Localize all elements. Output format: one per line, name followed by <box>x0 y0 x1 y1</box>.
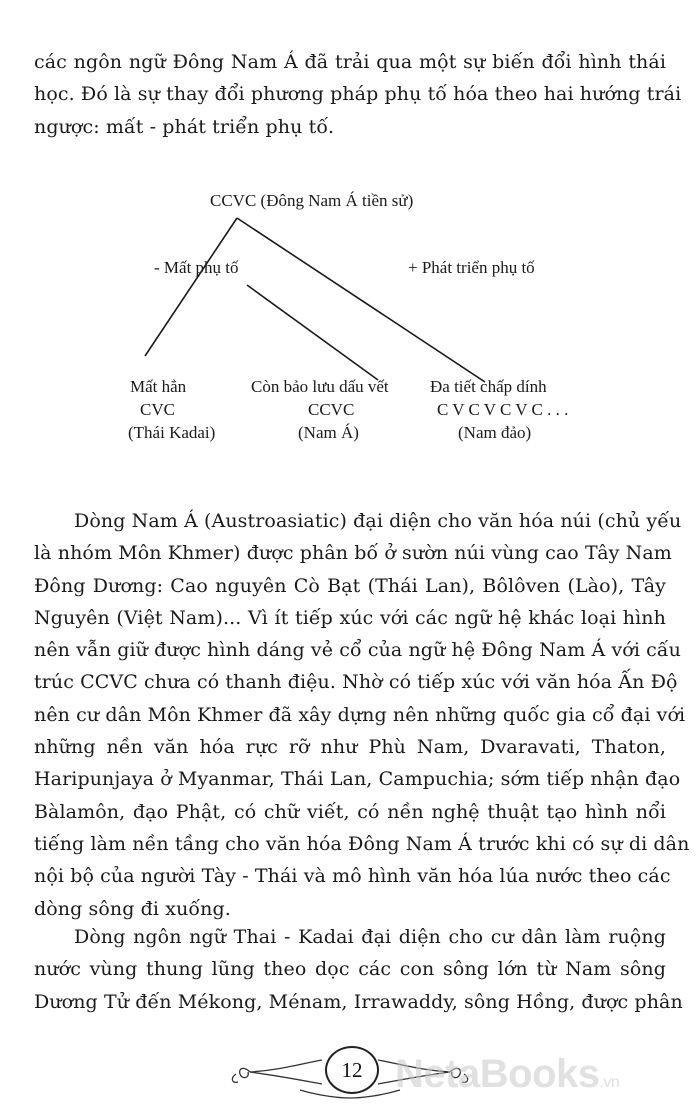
branch-middle <box>247 285 378 380</box>
right-branch-label: + Phát triển phụ tố <box>408 258 535 277</box>
leaf-thai-kadai-line1: Mất hẳn <box>130 377 187 396</box>
text-line: trúc CCVC chưa có thanh điệu. Nhờ có tiếp xúc với văn hóa Ấn Độ <box>34 671 678 694</box>
text-line: Đông Dương: Cao nguyên Cò Bạt (Thái Lan), Bôlôven (Lào), Tây <box>34 574 666 597</box>
branch-right <box>237 218 485 382</box>
leaf-nam-dao-line2: C V C V C V C . . . <box>437 400 569 419</box>
watermark-main: NetaBooks <box>395 1052 600 1096</box>
language-tree-diagram <box>110 180 590 460</box>
leaf-nam-a-line1: Còn bảo lưu dấu vết <box>251 377 389 396</box>
branch-left <box>145 218 237 356</box>
text-line: tiếng làm nền tầng cho văn hóa Đông Nam Á trước khi có sự di dân <box>34 832 690 855</box>
text-line: Bàlamôn, đạo Phật, có chữ viết, có nền nghệ thuật tạo hình nổi <box>34 800 666 823</box>
text-line: Dòng Nam Á (Austroasiatic) đại diện cho văn hóa núi (chủ yếu <box>74 510 682 532</box>
page-number: 12 <box>325 1046 379 1094</box>
text-line: Nguyên (Việt Nam)... Vì ít tiếp xúc với các ngữ hệ khác loại hình <box>34 606 666 629</box>
left-branch-label: - Mất phụ tố <box>154 258 239 277</box>
leaf-thai-kadai-line3: (Thái Kadai) <box>128 423 216 442</box>
watermark-logo <box>395 1052 619 1097</box>
text-line: Dương Tử đến Mékong, Ménam, Irrawaddy, sông Hồng, được phân <box>34 990 683 1013</box>
leaf-nam-a-line2: CCVC <box>308 400 355 419</box>
text-line: nước vùng thung lũng theo dọc các con sông lớn từ Nam sông <box>34 958 666 981</box>
leaf-nam-dao-line1: Đa tiết chấp dính <box>430 377 547 396</box>
text-line: là nhóm Môn Khmer) được phân bố ở sườn núi vùng cao Tây Nam <box>34 542 672 565</box>
text-line: Haripunjaya ở Myanmar, Thái Lan, Campuchia; sớm tiếp nhận đạo <box>34 768 681 791</box>
text-line: nên cư dân Môn Khmer đã xây dựng nên những quốc gia cổ đại với <box>34 703 686 726</box>
text-line: những nền văn hóa rực rỡ như Phù Nam, Dvaravati, Thaton, <box>34 736 666 759</box>
watermark-suffix: .vn <box>599 1074 620 1091</box>
leaf-thai-kadai-line2: CVC <box>140 400 175 419</box>
page-footer <box>0 1030 700 1120</box>
text-line: nội bộ của người Tày - Thái và mô hình văn hóa lúa nước theo các <box>34 865 671 888</box>
text-line: nên vẫn giữ được hình dáng vẻ cổ của ngữ hệ Đông Nam Á với cấu <box>34 639 681 662</box>
text-line: các ngôn ngữ Đông Nam Á đã trải qua một sự biến đổi hình thái <box>34 51 666 73</box>
leaf-nam-a-line3: (Nam Á) <box>298 423 359 442</box>
tree-root-label: CCVC (Đông Nam Á tiền sử) <box>210 191 414 210</box>
text-line: ngược: mất - phát triển phụ tố. <box>34 115 335 138</box>
text-line: Dòng ngôn ngữ Thai - Kadai đại diện cho cư dân làm ruộng <box>74 926 666 948</box>
paragraph-thai-kadai <box>34 921 683 1018</box>
leaf-nam-dao-line3: (Nam đảo) <box>458 423 532 442</box>
text-line: học. Đó là sự thay đổi phương pháp phụ tố hóa theo hai hướng trái <box>34 83 682 106</box>
text-line: dòng sông đi xuống. <box>34 897 231 920</box>
paragraph-austroasiatic <box>34 505 690 925</box>
paragraph-intro <box>34 46 682 143</box>
